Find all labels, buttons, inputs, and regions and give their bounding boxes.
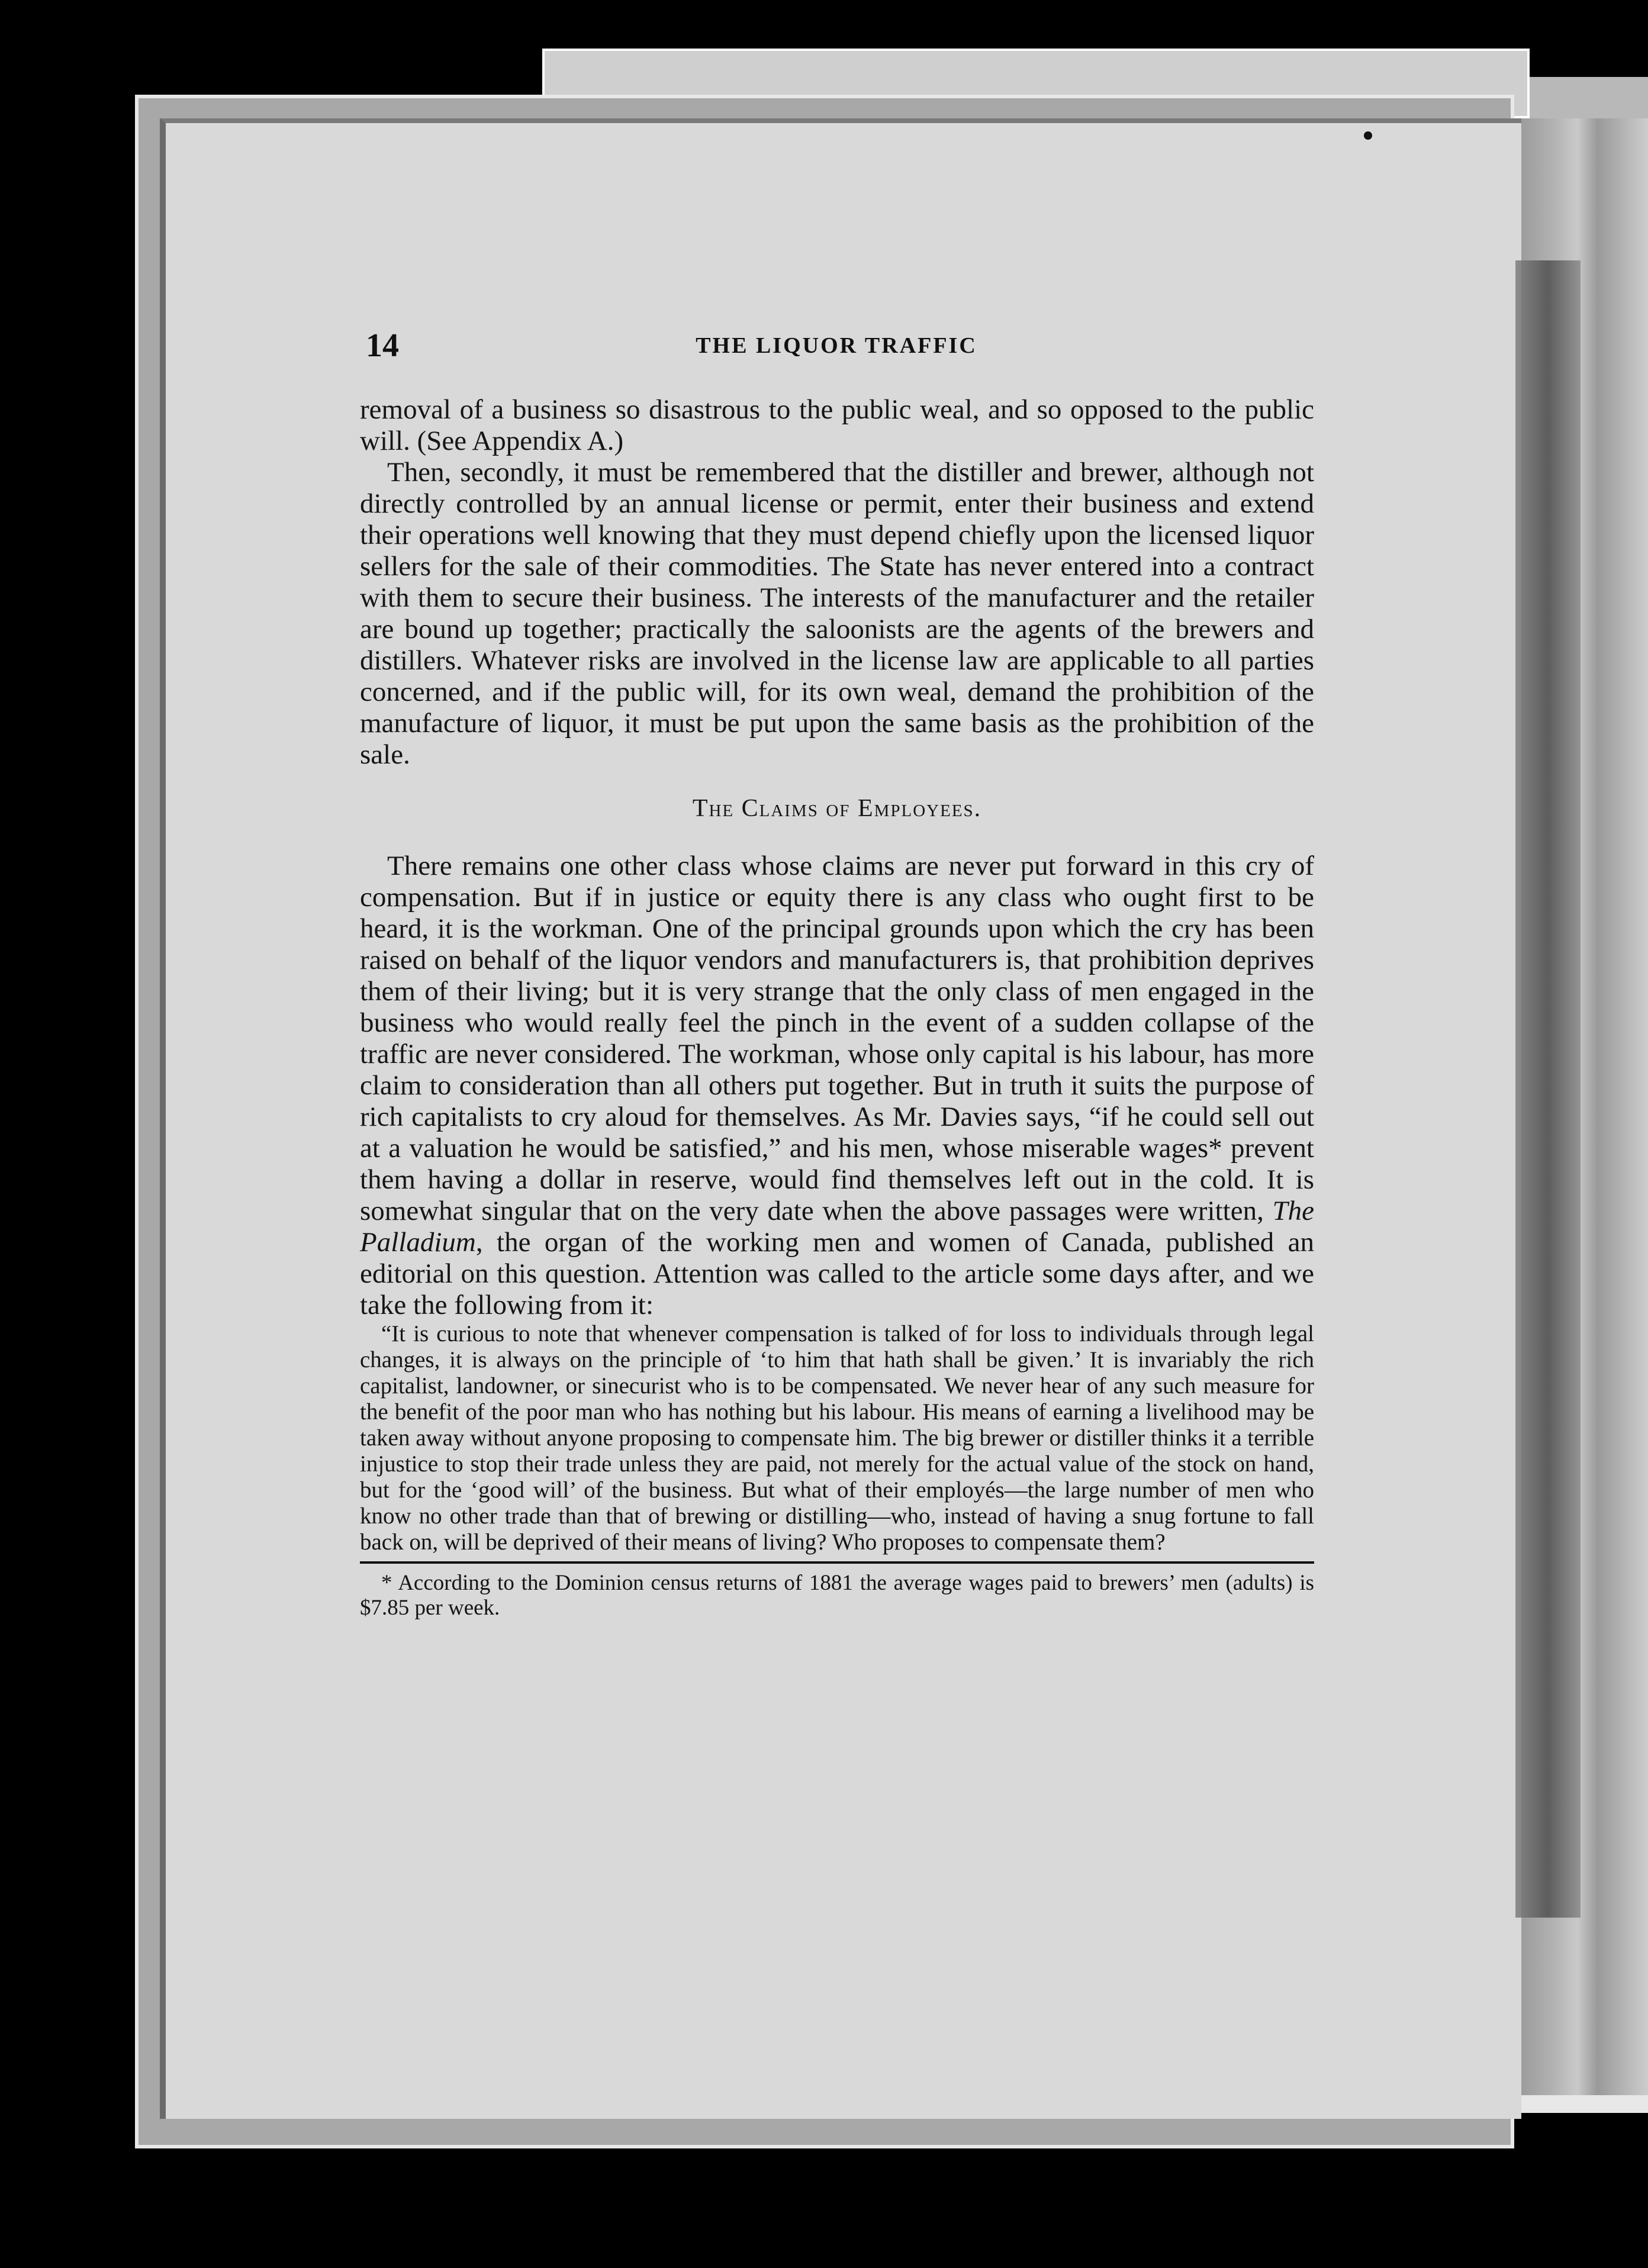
block-quote: “It is curious to note that whenever compensation is talked of for loss to individuals through legal changes, it is always on the principle of ‘to him that hath shall be given.’ It is invariably the rich capitalist, landowner, or sinecurist who is to be compensated. We never hear of any such measure for the benefit of the poor man who has nothing but his labour. His means of earning a livelihood may be taken away without anyone proposing to compensate him. The big brewer or distiller thinks it a terrible injustice to stop their trade unless they are paid, not merely for the actual value of the stock on hand, but for the ‘good will’ of the business. But what of their employés—the large number of men who know no other trade than that of brewing or distilling—who, instead of having a snug fortune to fall back on, will be deprived of their means of living? Who proposes to compensate them?: [360, 1321, 1314, 1555]
gutter-shadow: [1515, 260, 1581, 1918]
paragraph-continued: removal of a business so disastrous to the public weal, and so opposed to the public will. (See Appendix A.): [360, 394, 1314, 456]
page-number: 14: [366, 327, 399, 364]
section-heading: The Claims of Employees.: [692, 795, 982, 822]
footnote-rule: [360, 1561, 1314, 1564]
running-title: THE LIQUOR TRAFFIC: [696, 333, 977, 358]
paragraph-workman-end: , the organ of the working men and women of Canada, published an editorial on this question. Attention was called to the article some days after, and we take the following from it:: [360, 1227, 1314, 1320]
paragraph-distillers: Then, secondly, it must be remembered that the distiller and brewer, although not directly controlled by an annual license or permit, enter their business and extend their operations well knowing that they must depend chiefly upon the licensed liquor sellers for the sale of their commodities. The State has never entered into a contract with them to secure their business. The interests of the manufacturer and the retailer are bound up together; practically the saloonists are the agents of the brewers and distillers. Whatever risks are involved in the license law are applicable to all parties concerned, and if the public will, for its own weal, demand the prohibition of the manufacture of liquor, it must be put upon the same basis as the prohibition of the sale.: [360, 457, 1314, 770]
publication-title: The Palladium: [360, 1196, 1314, 1258]
page-body: [360, 394, 1314, 1621]
footnote: * According to the Dominion census returns of 1881 the average wages paid to brewers’ men (adults) is $7.85 per week.: [360, 1571, 1314, 1620]
paragraph-workman-text: There remains one other class whose claims are never put forward in this cry of compensation. But if in justice or equity there is any class who ought first to be heard, it is the workman. One of the principal grounds upon which the cry has been raised on behalf of the liquor vendors and manufacturers is, that prohibition deprives them of their living; but it is very strange that the only class of men engaged in the business who would really feel the pinch in the event of a sudden collapse of the traffic are never considered. The workman, whose only capital is his labour, has more claim to consideration than all others put together. But in truth it suits the purpose of rich capitalists to cry aloud for themselves. As Mr. Davies says, “if he could sell out at a valuation he would be satisfied,” and his men, whose miserable wages* prevent them having a dollar in reserve, would find themselves left out in the cold. It is somewhat singular that on the very date when the above passages were written,: [360, 851, 1314, 1226]
ink-spot: [1364, 131, 1372, 140]
paragraph-workman: [360, 851, 1314, 1321]
